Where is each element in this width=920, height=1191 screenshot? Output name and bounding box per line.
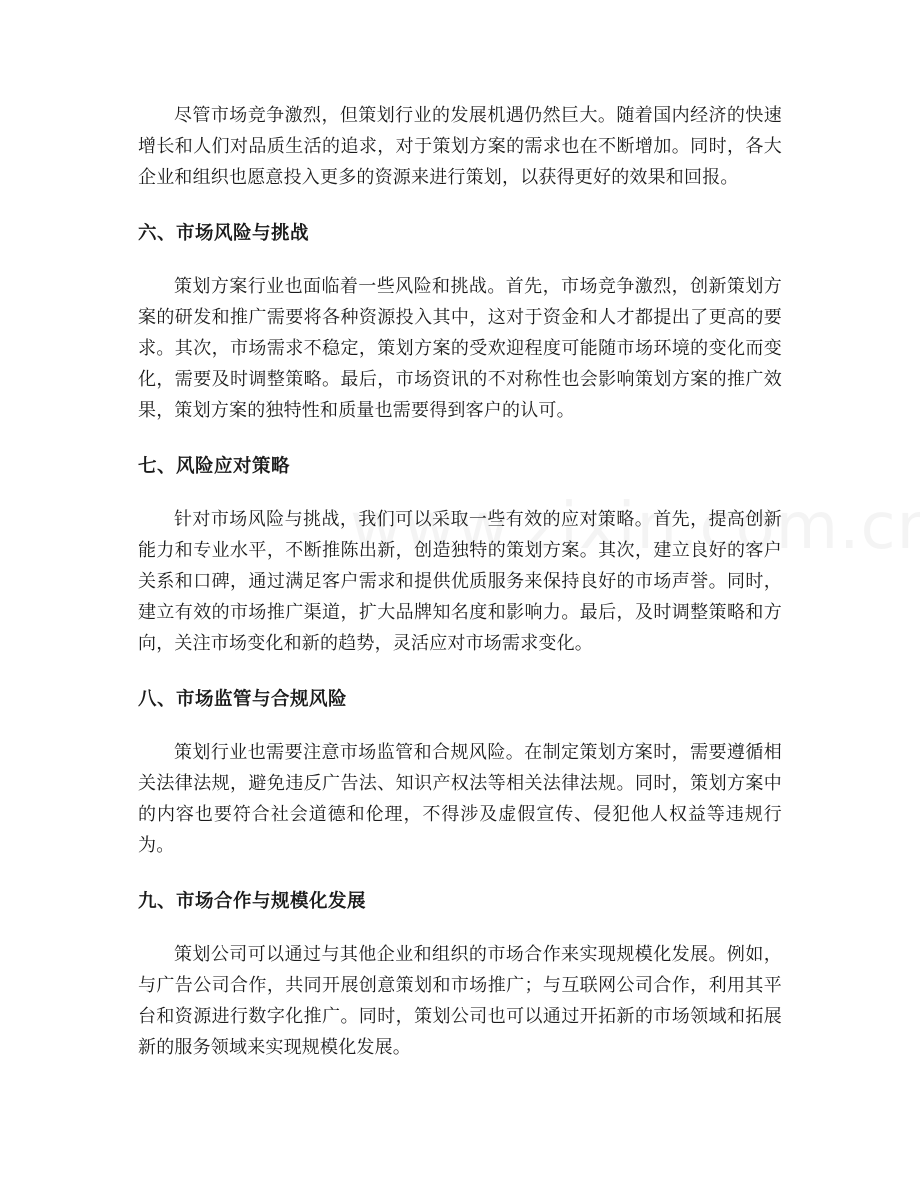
section-7-paragraph: 针对市场风险与挑战，我们可以采取一些有效的应对策略。首先，提高创新能力和专业水平，不断推陈出新，创造独特的策划方案。其次，建立良好的客户关系和口碑，通过满足客户需求和提供优质服务来保持良好的市场声誉。同时，建立有效的市场推广渠道，扩大品牌知名度和影响力。最后，及时调整策略和方向，关注市场变化和新的趋势，灵活应对市场需求变化。 — [138, 509, 782, 654]
section-8-heading: 八、市场监管与合规风险 — [138, 689, 348, 710]
intro-paragraph: 尽管市场竞争激烈，但策划行业的发展机遇仍然巨大。随着国内经济的快速增长和人们对品质生活的追求，对于策划方案的需求也在不断增加。同时，各大企业和组织也愿意投入更多的资源来进行策划，以获得更好的效果和回报。 — [138, 105, 782, 188]
section-6-paragraph: 策划方案行业也面临着一些风险和挑战。首先，市场竞争激烈，创新策划方案的研发和推广需要将各种资源投入其中，这对于资金和人才都提出了更高的要求。其次，市场需求不稳定，策划方案的受欢迎程度可能随市场环境的变化而变化，需要及时调整策略。最后，市场资讯的不对称性也会影响策划方案的推广效果，策划方案的独特性和质量也需要得到客户的认可。 — [138, 276, 782, 421]
section-8-paragraph: 策划行业也需要注意市场监管和合规风险。在制定策划方案时，需要遵循相关法律法规，避免违反广告法、知识产权法等相关法律法规。同时，策划方案中的内容也要符合社会道德和伦理，不得涉及虚假宣传、侵犯他人权益等违规行为。 — [138, 742, 782, 856]
section-6-heading: 六、市场风险与挑战 — [138, 223, 310, 244]
section-9-paragraph: 策划公司可以通过与其他企业和组织的市场合作来实现规模化发展。例如，与广告公司合作，共同开展创意策划和市场推广；与互联网公司合作，利用其平台和资源进行数字化推广。同时，策划公司也可以通过开拓新的市场领域和拓展新的服务领域来实现规模化发展。 — [138, 944, 782, 1058]
section-7-heading: 七、风险应对策略 — [138, 456, 291, 477]
document-body — [138, 100, 782, 1063]
section-9-heading: 九、市场合作与规模化发展 — [138, 891, 367, 912]
